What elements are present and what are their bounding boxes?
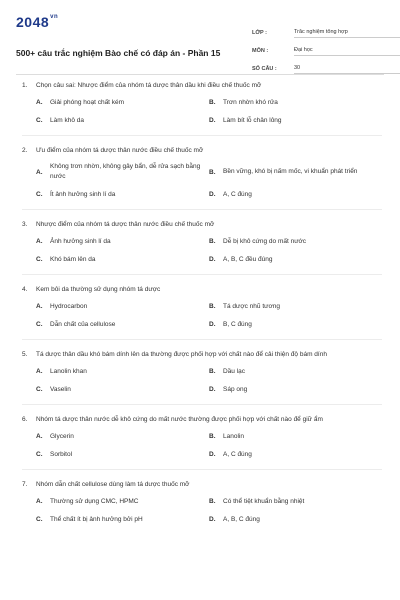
option-letter: D. xyxy=(209,117,216,124)
option-text: Làm khô da xyxy=(50,116,84,124)
question-number: 6. xyxy=(22,416,28,423)
question-number: 4. xyxy=(22,286,28,293)
option-d[interactable] xyxy=(209,189,382,200)
option-text: Ít ảnh hưởng sinh lí da xyxy=(50,190,116,198)
document-title: 500+ câu trắc nghiệm Bào chế có đáp án - Phần 15 xyxy=(16,48,221,58)
option-list xyxy=(22,366,382,402)
option-letter: A. xyxy=(36,368,43,375)
option-text: Dầu lạc xyxy=(223,367,246,375)
option-d[interactable] xyxy=(209,384,382,395)
option-text: A, B, C đúng xyxy=(223,515,260,523)
question-stem: Tá dược thân dầu khó bám dính lên da thường được phối hợp với chất nào để cải thiện độ bám dính xyxy=(36,351,327,358)
option-a[interactable] xyxy=(36,496,209,507)
option-text: Hydrocarbon xyxy=(50,302,88,310)
meta-value: Trắc nghiệm tổng hợp xyxy=(294,29,400,38)
option-letter: B. xyxy=(209,368,216,375)
option-letter: D. xyxy=(209,191,216,198)
question-text xyxy=(22,414,382,425)
logo-suffix: vn xyxy=(50,14,59,20)
question-text xyxy=(22,349,382,360)
option-letter: C. xyxy=(36,516,43,523)
option-text: Bền vững, khó bị nấm mốc, vi khuẩn phát triển xyxy=(223,168,358,175)
question-text xyxy=(22,284,382,295)
question-3 xyxy=(0,219,400,275)
meta-row-class xyxy=(252,24,400,38)
question-5 xyxy=(0,349,400,405)
option-text: Làm bít lỗ chân lông xyxy=(223,116,282,124)
option-list xyxy=(22,97,382,133)
option-text: Sorbitol xyxy=(50,450,73,458)
option-d[interactable] xyxy=(209,319,382,330)
option-list xyxy=(22,496,382,532)
option-letter: B. xyxy=(209,498,216,505)
question-stem: Kem bôi da thường sử dụng nhóm tá dược xyxy=(36,286,161,293)
option-c[interactable] xyxy=(36,319,209,330)
meta-label: LỚP : xyxy=(252,30,267,36)
option-text: Lanolin khan xyxy=(50,367,87,375)
option-text: Khó bám lên da xyxy=(50,255,96,263)
option-letter: D. xyxy=(209,321,216,328)
option-text: Tá dược nhũ tương xyxy=(223,302,280,310)
option-letter: A. xyxy=(36,303,43,310)
question-2 xyxy=(0,145,400,210)
option-letter: D. xyxy=(209,386,216,393)
option-letter: A. xyxy=(36,168,43,176)
option-letter: A. xyxy=(36,238,43,245)
question-divider xyxy=(22,404,382,405)
option-c[interactable] xyxy=(36,189,209,200)
question-number: 3. xyxy=(22,221,28,228)
option-letter: A. xyxy=(36,99,43,106)
question-4 xyxy=(0,284,400,340)
option-letter: A. xyxy=(36,498,43,505)
option-b[interactable] xyxy=(209,431,382,442)
option-text: A, C đúng xyxy=(223,450,252,458)
meta-value: 30 xyxy=(294,65,400,74)
option-text: Glycerin xyxy=(50,432,74,440)
document-meta xyxy=(252,24,400,78)
option-text: Vaselin xyxy=(50,385,71,393)
option-text: Giải phóng hoạt chất kém xyxy=(50,98,125,106)
meta-row-count xyxy=(252,60,400,74)
option-text: A, C đúng xyxy=(223,190,252,198)
meta-label: MÔN : xyxy=(252,48,269,54)
question-6 xyxy=(0,414,400,470)
option-d[interactable] xyxy=(209,449,382,460)
option-letter: C. xyxy=(36,117,43,124)
header-divider xyxy=(16,74,384,75)
option-b[interactable] xyxy=(209,301,382,312)
option-a[interactable] xyxy=(36,236,209,247)
question-stem: Ưu điểm của nhóm tá dược thân nước điều chế thuốc mỡ xyxy=(36,147,204,154)
option-a[interactable] xyxy=(36,431,209,442)
option-a[interactable] xyxy=(36,162,209,182)
option-c[interactable] xyxy=(36,384,209,395)
option-letter: C. xyxy=(36,321,43,328)
question-divider xyxy=(22,469,382,470)
question-stem: Nhóm tá dược thân nước dễ khô cứng do mất nước thường được phối hợp với chất nào để giữ ẩm xyxy=(36,416,323,423)
option-text: Có thể tiệt khuẩn bằng nhiệt xyxy=(223,497,305,505)
option-text: Không trơn nhờn, không gây bẩn, dễ rửa sạch bằng nước xyxy=(50,163,201,180)
option-text: Sáp ong xyxy=(223,385,248,393)
option-letter: D. xyxy=(209,516,216,523)
option-b[interactable] xyxy=(209,236,382,247)
option-a[interactable] xyxy=(36,301,209,312)
option-text: Thể chất ít bị ảnh hưởng bởi pH xyxy=(50,515,143,523)
option-letter: C. xyxy=(36,191,43,198)
option-letter: B. xyxy=(209,433,216,440)
question-divider xyxy=(22,339,382,340)
option-c[interactable] xyxy=(36,254,209,265)
question-list xyxy=(0,80,400,532)
option-letter: D. xyxy=(209,256,216,263)
question-7 xyxy=(0,479,400,532)
option-list xyxy=(22,236,382,272)
page-header xyxy=(16,14,384,72)
option-a[interactable] xyxy=(36,97,209,108)
option-letter: C. xyxy=(36,386,43,393)
option-letter: B. xyxy=(209,99,216,106)
question-number: 1. xyxy=(22,82,28,89)
question-1 xyxy=(0,80,400,136)
option-b[interactable] xyxy=(209,162,382,182)
meta-value: Đại học xyxy=(294,47,400,56)
option-letter: D. xyxy=(209,451,216,458)
option-text: Dễ bị khô cứng do mất nước xyxy=(223,237,307,245)
option-list xyxy=(22,431,382,467)
option-c[interactable] xyxy=(36,115,209,126)
option-d[interactable] xyxy=(209,514,382,525)
option-b[interactable] xyxy=(209,97,382,108)
question-number: 5. xyxy=(22,351,28,358)
option-c[interactable] xyxy=(36,514,209,525)
site-logo[interactable] xyxy=(16,14,58,30)
question-divider xyxy=(22,209,382,210)
logo-text: 2048 xyxy=(16,14,50,30)
option-text: Lanolin xyxy=(223,432,244,440)
question-stem: Chọn câu sai: Nhược điểm của nhóm tá dược thân dầu khi điều chế thuốc mỡ xyxy=(36,82,262,89)
option-text: A, B, C đều đúng xyxy=(223,255,273,263)
option-c[interactable] xyxy=(36,449,209,460)
option-text: Trơn nhờn khó rửa xyxy=(223,98,278,106)
option-list xyxy=(22,162,382,207)
option-d[interactable] xyxy=(209,115,382,126)
meta-row-subject xyxy=(252,42,400,56)
meta-label: SỐ CÂU : xyxy=(252,66,277,72)
question-divider xyxy=(22,274,382,275)
option-letter: B. xyxy=(209,303,216,310)
question-number: 7. xyxy=(22,481,28,488)
option-text: B, C đúng xyxy=(223,320,252,328)
option-letter: C. xyxy=(36,256,43,263)
option-d[interactable] xyxy=(209,254,382,265)
option-b[interactable] xyxy=(209,366,382,377)
question-stem: Nhược điểm của nhóm tá dược thân nước điều chế thuốc mỡ xyxy=(36,221,215,228)
option-letter: C. xyxy=(36,451,43,458)
question-text xyxy=(22,80,382,91)
option-b[interactable] xyxy=(209,496,382,507)
option-list xyxy=(22,301,382,337)
question-text xyxy=(22,145,382,156)
option-letter: B. xyxy=(209,238,216,245)
question-number: 2. xyxy=(22,147,28,154)
question-text xyxy=(22,219,382,230)
question-stem: Nhóm dẫn chất cellulose dùng làm tá dược thuốc mỡ xyxy=(36,481,190,488)
option-letter: A. xyxy=(36,433,43,440)
option-a[interactable] xyxy=(36,366,209,377)
question-text xyxy=(22,479,382,490)
option-text: Ảnh hưởng sinh lí da xyxy=(50,237,111,245)
question-divider xyxy=(22,135,382,136)
option-letter: B. xyxy=(209,168,216,176)
option-text: Thường sử dụng CMC, HPMC xyxy=(50,497,139,505)
option-text: Dẫn chất của cellulose xyxy=(50,320,116,328)
